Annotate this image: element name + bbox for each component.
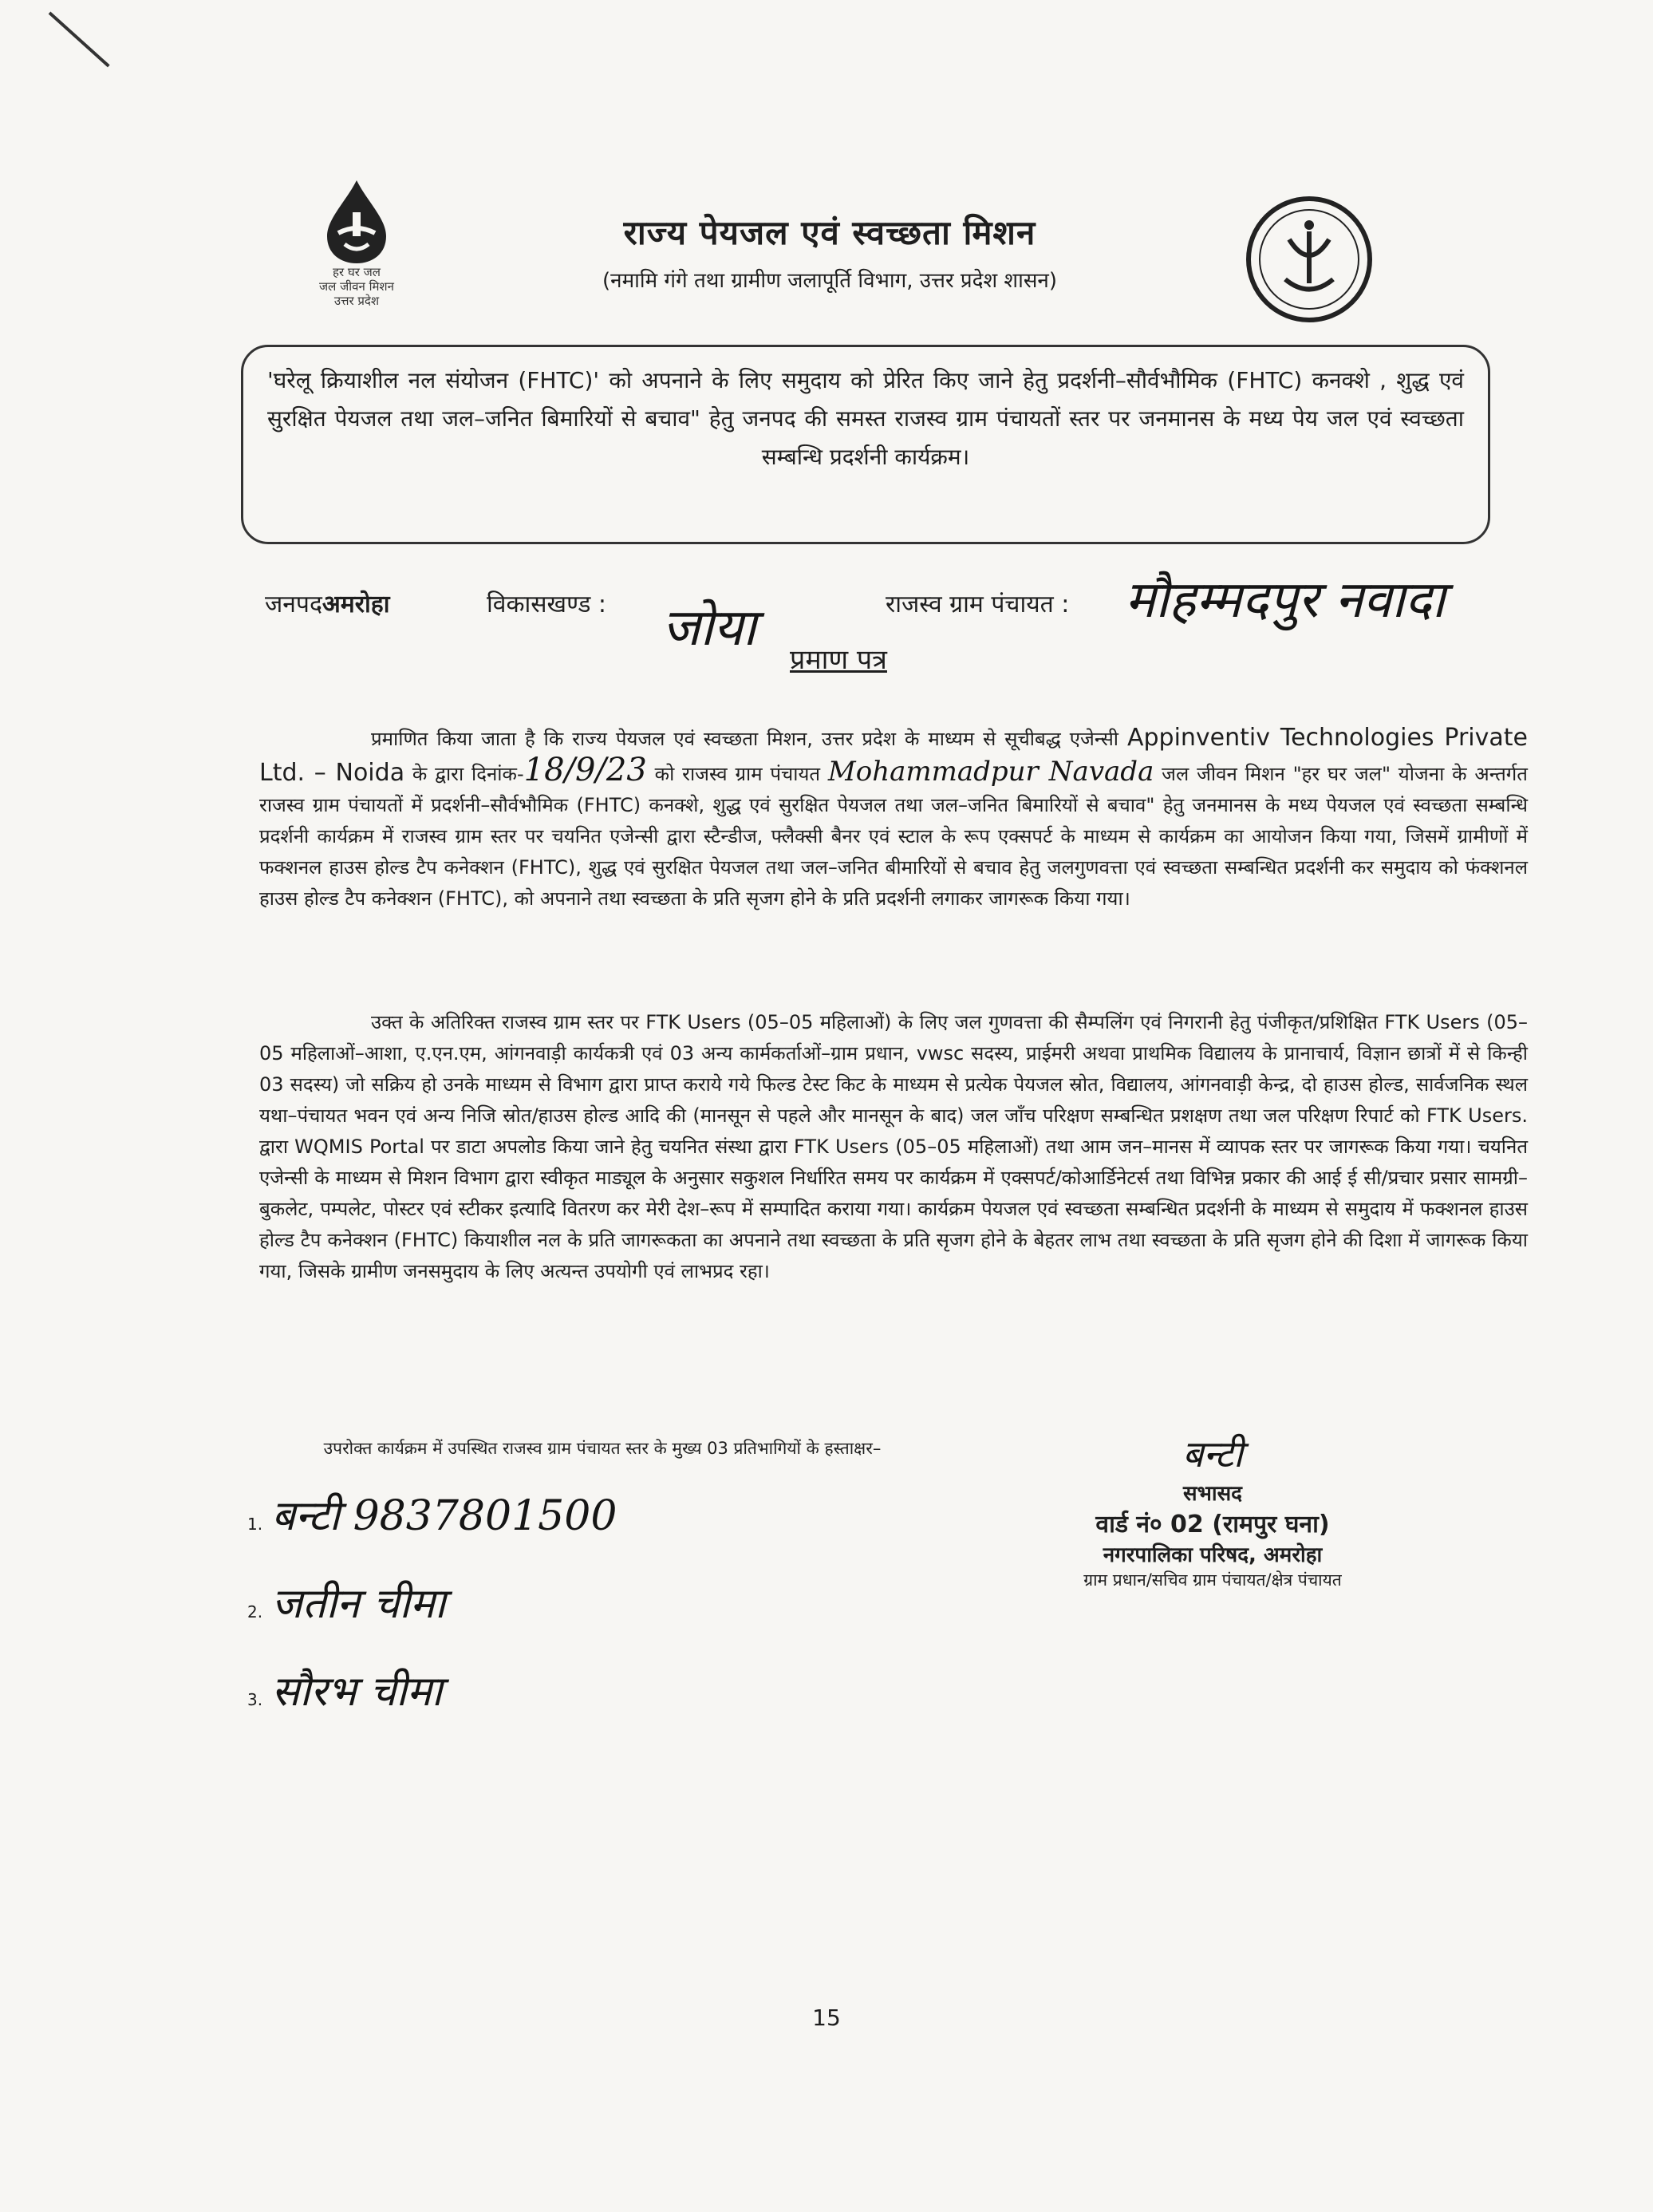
logo-caption: हर घर जल जल जीवन मिशन उत्तर प्रदेश [319,265,394,308]
certificate-paragraph-1 [259,722,1528,914]
p2-text: उक्त के अतिरिक्त राजस्व ग्राम स्तर पर FTK Users (05–05 महिलाओं) के लिए जल गुणवत्ता की सैम्पलिंग एवं निगरानी हेतु पंजीकृत/प्रशिक्षित FTK Users (05–05 महिलाओं–आशा, ए.एन.एम, आंगनवाड़ी कार्यकत्री एवं 03 अन्य कार्मकर्ताओं–ग्राम प्रधान, vwsc सदस्य, प्राईमरी अथवा प्राथमिक विद्यालय के प्रानाचार्य, विज्ञान छात्रों में से किन्ही 03 सदस्य) जो सक्रिय हो उनके माध्यम से विभाग द्वारा प्राप्त कराये गये फिल्ड टेस्ट किट के माध्यम से प्रत्येक पेयजल स्रोत, विद्यालय, आंगनवाड़ी केन्द्र, दो हाउस होल्ड, सार्वजनिक स्थल यथा–पंचायत भवन एवं अन्य निजि स्रोत/हाउस होल्ड आदि की (मानसून से पहले और मानसून के बाद) जल जाँच परिक्षण सम्बन्धित प्रशक्षण तथा जल परिक्षण रिपार्ट को FTK Users. द्वारा WQMIS Portal पर डाटा अपलोड किया जाने हेतु चयनित संस्था द्वारा FTK Users (05–05 महिलाओं) तथा आम जन–मानस में व्यापक स्तर पर जागरूक किया गया। चयनित एजेन्सी के माध्यम से मिशन विभाग द्वारा स्वीकृत माड्यूल के अनुसार सकुशल निर्धारित समय पर कार्यक्रम में एक्सपर्ट/कोआर्डिनेटर्स तथा विभिन्न प्रकार की आई ई सी/प्रचार प्रसार सामग्री–बुकलेट, पम्पलेट, पोस्टर एवं स्टीकर इत्यादि वितरण कर मेरी देश–रूप में सम्पादित कराया गया। कार्यक्रम पेयजल एवं स्वच्छता सम्बन्धित प्रदर्शनी के माध्यम से समुदाय में फक्शनल हाउस होल्ड टैप कनेक्शन (FHTC) कियाशील नल के प्रति जागरूकता का अपनाने तथा स्वच्छता के प्रति सृजग होने के बेहतर लाभ तथा स्वच्छता के प्रति सृजग होने की दिशा में जागरूक किया गया, जिसके ग्रामीण जनसमुदाय के लिए अत्यन्त उपयोगी एवं लाभप्रद रहा। [259,1011,1528,1282]
water-drop-logo-icon [321,177,393,265]
p1-start: प्रमाणित किया जाता है कि राज्य पेयजल एवं स्वच्छता मिशन, उत्तर प्रदेश के माध्यम से सूचीबद्ध एजेन्सी [371,728,1119,750]
certificate-heading: प्रमाण पत्र [790,644,887,676]
page-subtitle: (नमामि गंगे तथा ग्रामीण जलापूर्ति विभाग, उत्तर प्रदेश शासन) [602,269,1057,293]
block-field [487,587,606,619]
emblem [1241,192,1377,327]
p1-rest: जल जीवन मिशन "हर घर जल" योजना के अन्तर्गत राजस्व ग्राम पंचायतों में प्रदर्शनी–सौर्वभौमिक (FHTC) कनक्शे, शुद्ध एवं सुरक्षित पेयजल तथा जल–जनित बिमारियों से बचाव" हेतु जनमानस के मध्य पेयजल एवं स्वच्छता सम्बन्धि प्रदर्शनी कार्यक्रम में राजस्व ग्राम स्तर पर चयनित एजेन्सी द्वारा स्टैन्डीज, फ्लैक्सी बैनर एवं स्टाल के रूप एक्सपर्ट के माध्यम से कार्यक्रम का आयोजन किया गया, जिसमें ग्रामीणों में फक्शनल हाउस होल्ड टैप कनेक्शन (FHTC), शुद्ध एवं सुरक्षित पेयजल तथा जल–जनित बीमारियों से बचाव हेतु जलगुणवत्ता एवं स्वच्छता सम्बन्धित प्रदर्शनी कर समुदाय को फंक्शनल हाउस होल्ड टैप कनेक्शन (FHTC), को अपनाने तथा स्वच्छता के प्रति सृजग होने के प्रति प्रदर्शनी लगाकर जागरूक किया गया। [259,763,1528,910]
signature-handwritten: सौरभ चीमा [271,1668,443,1716]
program-text: 'घरेलू क्रियाशील नल संयोजन (FHTC)' को अपनाने के लिए समुदाय को प्रेरित किए जाने हेतु प्रदर्शनी–सौर्वभौमिक (FHTC) कनक्शे , शुद्ध एवं सुरक्षित पेयजल तथा जल–जनित बिमारियों से बचाव" हेतु जनपद की समस्त राजस्व ग्राम पंचायतों स्तर पर जनमानस के मध्य पेय जल एवं स्वच्छता सम्बन्धि प्रदर्शनी कार्यक्रम। [267,367,1464,470]
signature-line-2 [247,1574,662,1630]
block-label: विकासखण्ड : [487,591,607,618]
agency-name: Appinventiv Technologies Private Ltd. – Noida [259,724,1528,787]
signature-line-3 [247,1661,662,1718]
program-box [241,345,1490,544]
panchayat-label: राजस्व ग्राम पंचायत : [886,591,1070,618]
village-handwritten: Mohammadpur Navada [827,756,1154,788]
signature-number: 2. [247,1602,263,1621]
stamp-signature: बन्टी [1182,1432,1243,1475]
signature-number: 3. [247,1690,263,1709]
stamp-council: नगरपालिका परिषद, अमरोहा [1103,1543,1323,1567]
p1-mid2: को राजस्व ग्राम पंचायत [654,763,821,785]
signature-number: 1. [247,1515,263,1534]
page-number: 15 [812,2005,841,2031]
up-govt-emblem-icon [1241,192,1377,327]
signature-handwritten: बन्टी 9837801500 [271,1492,617,1540]
water-drop-logo [297,177,416,321]
district-field [265,587,390,619]
date-value: 18/9/23 [523,752,647,788]
page-title: राज्य पेयजल एवं स्वच्छता मिशन [623,213,1036,252]
signature-handwritten: जतीन चीमा [271,1580,446,1628]
stamp-member: सभासद [1183,1482,1242,1506]
block-value: जोया [662,598,756,658]
signature-note: उपरोक्त कार्यक्रम में उपस्थित राजस्व ग्राम पंचायत स्तर के मुख्य 03 प्रतिभागियों के हस्ताक्षर– [323,1439,882,1458]
signature-line-1 [247,1486,662,1542]
panchayat-field [886,587,1069,619]
district-label: जनपद [265,591,322,618]
stamp-ward: वार्ड नं० 02 (रामपुर घना) [1095,1511,1330,1539]
certificate-paragraph-2 [259,1007,1528,1287]
district-value: अमरोहा [322,591,390,618]
official-stamp [1021,1428,1404,1592]
stamp-role: ग्राम प्रधान/सचिव ग्राम पंचायत/क्षेत्र पंचायत [1083,1570,1342,1590]
p1-mid: के द्वारा दिनांक- [412,763,524,785]
panchayat-value: मौहम्मदपुर नवादा [1125,571,1446,630]
scan-artifact-mark [49,12,110,68]
